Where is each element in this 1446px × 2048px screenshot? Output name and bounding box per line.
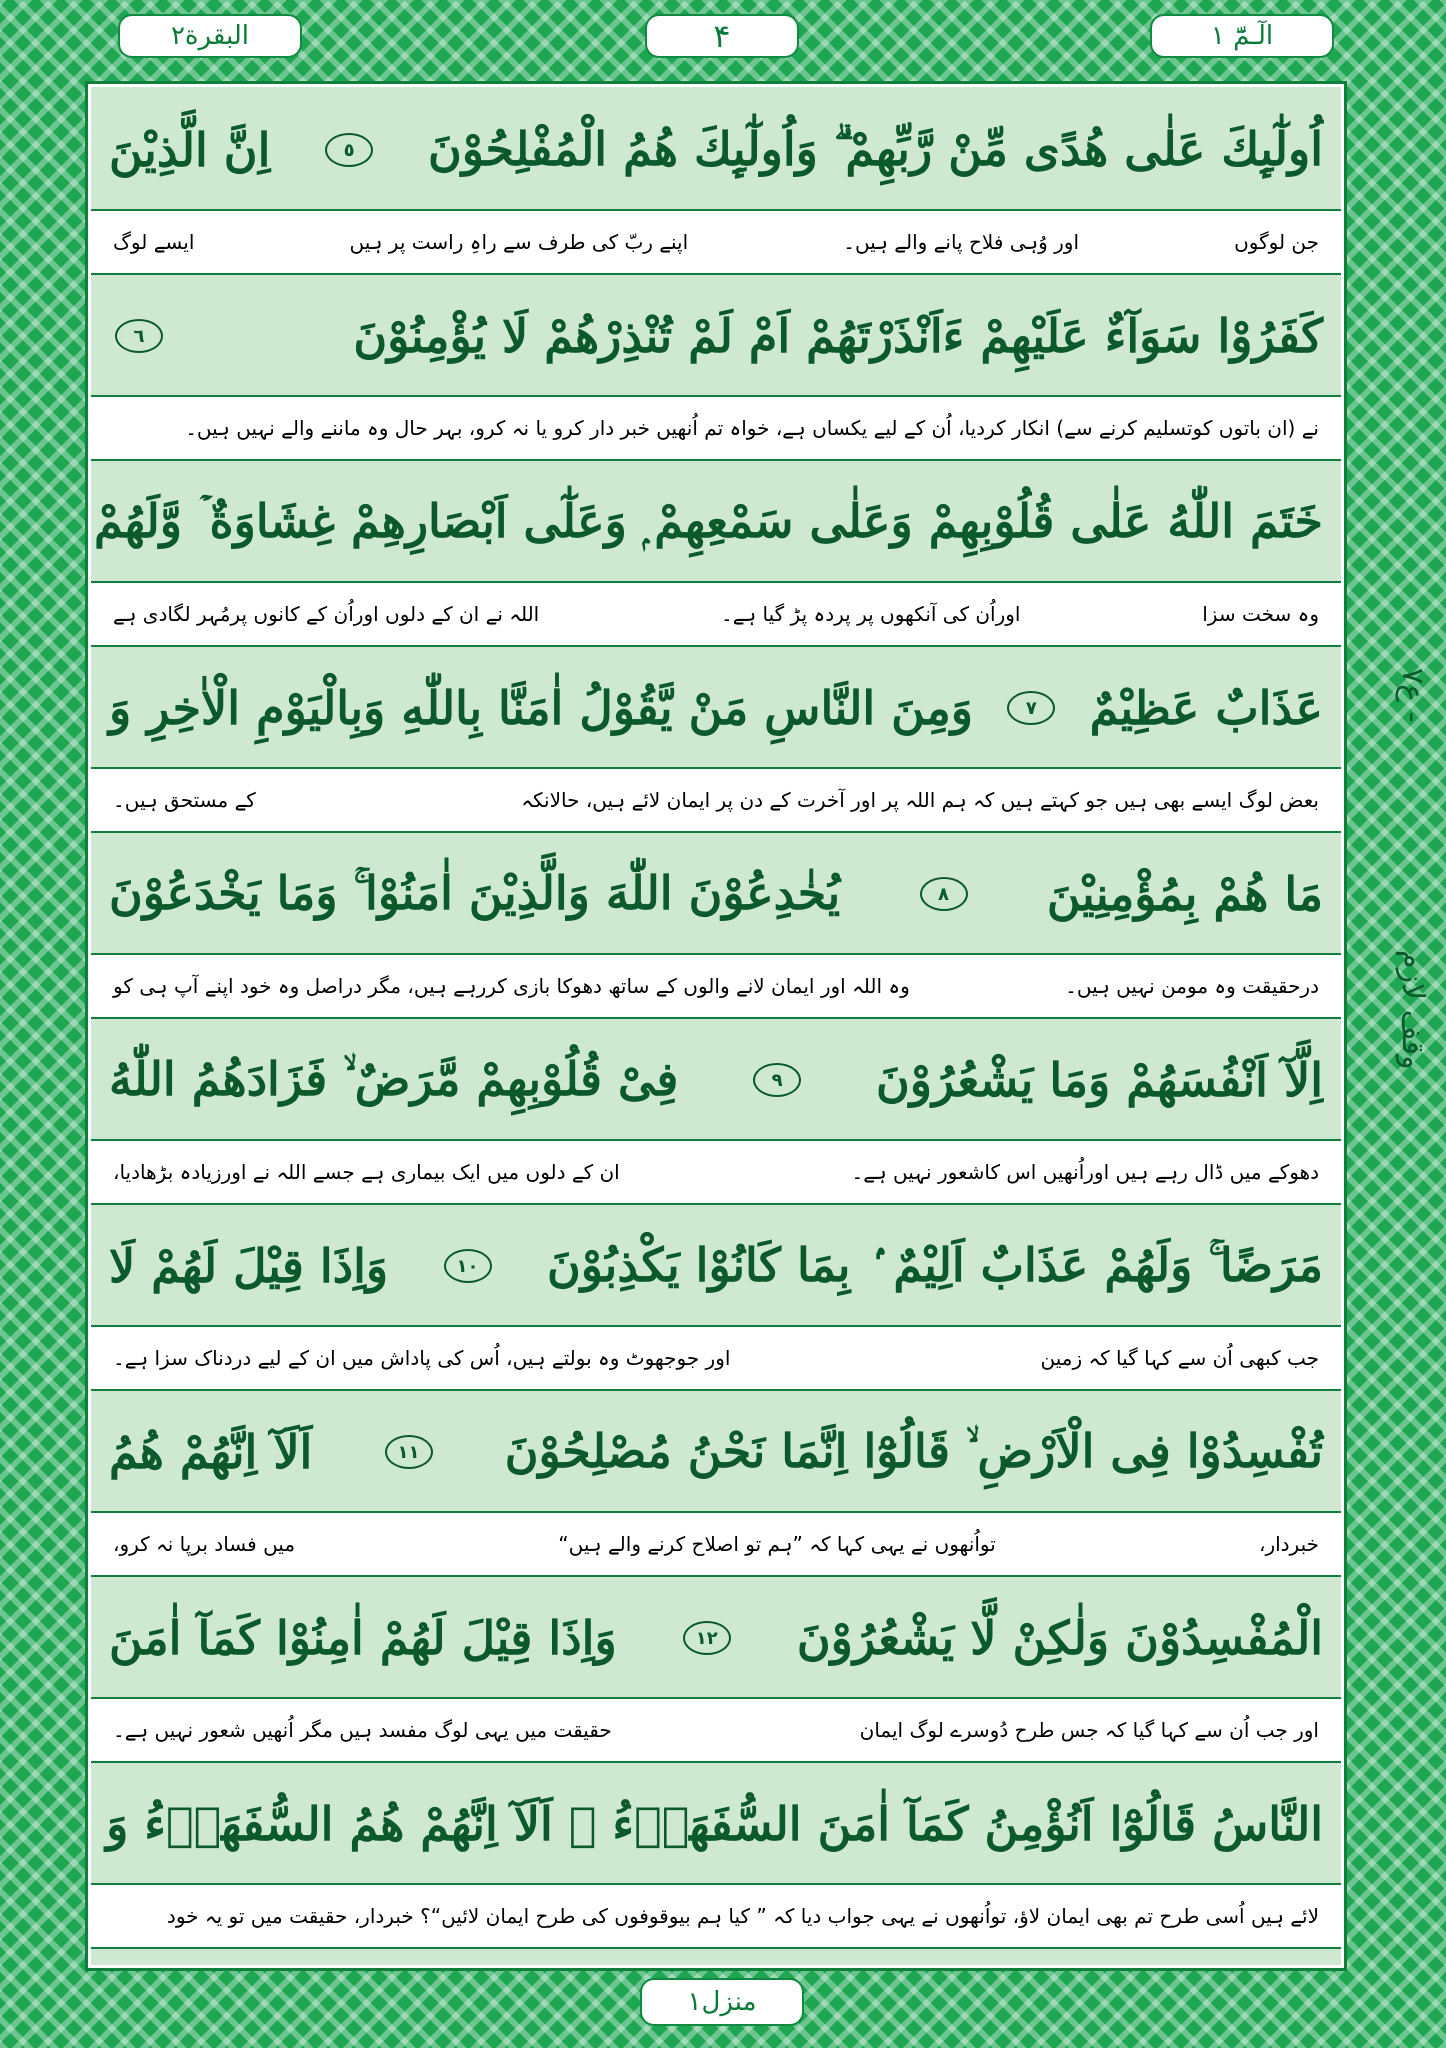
arabic-text: مَرَضًا ۚ وَلَهُمْ عَذَابٌ اَلِيْمٌ ۢ بِمَا كَانُوْا يَكْذِبُوْنَ — [546, 1238, 1323, 1292]
urdu-translation-line — [91, 767, 1341, 833]
surah-name-label — [118, 14, 302, 58]
page-number-label — [645, 14, 799, 58]
arabic-verse-line — [91, 649, 1341, 767]
arabic-text: مَا هُمْ بِمُؤْمِنِيْنَ — [1046, 867, 1323, 921]
arabic-text: الْمُفْسِدُوْنَ وَلٰكِنْ لَّا يَشْعُرُوْنَ — [796, 1611, 1323, 1665]
arabic-text-tail: يُخٰدِعُوْنَ اللّٰهَ وَالَّذِيْنَ اٰمَنُوْا ۚ وَمَا يَخْدَعُوْنَ — [109, 866, 841, 920]
page-number-text: ۴ — [713, 17, 731, 55]
urdu-phrase: جن لوگوں — [1234, 230, 1319, 254]
urdu-phrase: خبردار، — [1258, 1532, 1319, 1556]
urdu-translation-line — [91, 395, 1341, 461]
ayah-number-icon: ٦ — [115, 319, 163, 353]
arabic-text-tail: وَمِنَ النَّاسِ مَنْ يَّقُوْلُ اٰمَنَّا بِاللّٰهِ وَبِالْيَوْمِ الْاٰخِرِ وَ — [109, 681, 974, 735]
arabic-verse-line — [91, 1021, 1341, 1139]
ayah-number-icon: ٥ — [325, 133, 373, 167]
arabic-text-tail: وَاِذَا قِيْلَ لَهُمْ لَا — [109, 1239, 389, 1293]
urdu-phrase: درحقیقت وہ مومن نہیں ہیں۔ — [1065, 974, 1319, 998]
ayah-number-icon: ١٢ — [683, 1621, 731, 1655]
arabic-verse-line — [91, 1207, 1341, 1325]
urdu-phrase: وہ اللہ اور ایمان لانے والوں کے ساتھ دھوکا بازی کررہے ہیں، مگر دراصل وہ خود اپنے آپ ہی کو — [113, 974, 910, 998]
arabic-text: تُفْسِدُوْا فِى الْاَرْضِ ۙ قَالُوْٓا اِنَّمَا نَحْنُ مُصْلِحُوْنَ — [504, 1424, 1323, 1478]
ayah-number-icon: ٩ — [753, 1063, 801, 1097]
urdu-phrase: ایسے لوگ — [113, 230, 195, 254]
ayah-number-icon: ١١ — [385, 1435, 433, 1469]
urdu-phrase: حقیقت میں یہی لوگ مفسد ہیں مگر اُنھیں شعور نہیں ہے۔ — [113, 1718, 612, 1742]
urdu-phrase: بعض لوگ ایسے بھی ہیں جو کہتے ہیں کہ ہم اللہ پر اور آخرت کے دن پر ایمان لائے ہیں، حالانکہ — [521, 788, 1319, 812]
arabic-text-tail: اَلَآ اِنَّهُمْ هُمُ — [109, 1425, 313, 1479]
arabic-verse-line — [91, 835, 1341, 953]
urdu-phrase: کے مستحق ہیں۔ — [113, 788, 256, 812]
arabic-text: كَفَرُوْا سَوَآءٌ عَلَيْهِمْ ءَاَنْذَرْتَهُمْ اَمْ لَمْ تُنْذِرْهُمْ لَا يُؤْمِنُوْنَ — [353, 309, 1323, 363]
urdu-phrase: اوراُن کی آنکھوں پر پردہ پڑ گیا ہے۔ — [721, 602, 1021, 626]
arabic-verse-line — [91, 91, 1341, 209]
arabic-verse-line — [91, 277, 1341, 395]
arabic-verse-line — [91, 1765, 1341, 1883]
ayah-number-icon: ٧ — [1007, 691, 1055, 725]
ayah-number-icon: ١٠ — [444, 1249, 492, 1283]
urdu-translation-line — [91, 953, 1341, 1019]
urdu-translation-line — [91, 1511, 1341, 1577]
urdu-translation-line — [91, 1325, 1341, 1391]
urdu-phrase: جب کبھی اُن سے کہا گیا کہ زمین — [1040, 1346, 1319, 1370]
urdu-phrase: لائے ہیں اُسی طرح تم بھی ایمان لاؤ، تواُنھوں نے یہی جواب دیا کہ ” کیا ہم بیوقوفوں کی طرح ایمان لائیں“؟ خبردار، حقیقت میں تو یہ خود — [166, 1904, 1319, 1928]
surah-name-text: البقرة٢ — [170, 21, 250, 51]
arabic-verse-line — [91, 1579, 1341, 1697]
manzil-text: منزل١ — [687, 1987, 757, 2017]
arabic-text-tail: فِىْ قُلُوْبِهِمْ مَّرَضٌ ۙ فَزَادَهُمُ اللّٰهُ — [109, 1052, 679, 1106]
arabic-text-tail: وَاِذَا قِيْلَ لَهُمْ اٰمِنُوْا كَمَآ اٰمَنَ — [109, 1611, 617, 1665]
urdu-translation-line — [91, 581, 1341, 647]
arabic-text: خَتَمَ اللّٰهُ عَلٰى قُلُوْبِهِمْ وَعَلٰى سَمْعِهِمْ ۭ وَعَلٰٓى اَبْصَارِهِمْ غِشَاوَةٌ ۡ وَّلَهُمْ — [93, 494, 1323, 548]
urdu-translation-line — [91, 1883, 1341, 1949]
para-name-text: الٓـمّٓ ١ — [1210, 21, 1274, 51]
urdu-phrase: نے (ان باتوں کوتسلیم کرنے سے) انکار کردیا، اُن کے لیے یکساں ہے، خواہ تم اُنھیں خبر دار کرو یا نہ کرو، بہر حال وہ ماننے والے نہیں ہیں۔ — [185, 416, 1319, 440]
arabic-text-tail: اِنَّ الَّذِيْنَ — [109, 123, 271, 177]
urdu-phrase: ان کے دلوں میں ایک بیماری ہے جسے اللہ نے اورزیادہ بڑھادیا، — [113, 1160, 620, 1184]
ayah-number-icon: ٨ — [920, 877, 968, 911]
waqf-marker: وقف لازم — [1395, 950, 1430, 1070]
urdu-phrase: اپنے ربّ کی طرف سے راہِ راست پر ہیں — [349, 230, 689, 254]
urdu-phrase: وہ سخت سزا — [1202, 602, 1319, 626]
arabic-verse-line — [91, 463, 1341, 581]
arabic-text: عَذَابٌ عَظِيْمٌ — [1089, 681, 1323, 735]
arabic-text: اُولٰٓىِٕكَ عَلٰى هُدًى مِّنْ رَّبِّهِمْ ۗ وَاُولٰٓىِٕكَ هُمُ الْمُفْلِحُوْنَ — [427, 122, 1323, 176]
para-name-label — [1150, 14, 1334, 58]
urdu-phrase: دھوکے میں ڈال رہے ہیں اوراُنھیں اس کاشعور نہیں ہے۔ — [851, 1160, 1319, 1184]
urdu-phrase: میں فساد برپا نہ کرو، — [113, 1532, 296, 1556]
urdu-translation-line — [91, 1697, 1341, 1763]
ruku-marker: ع٧ - — [1395, 667, 1430, 723]
arabic-text: النَّاسُ قَالُوْٓا اَنُؤْمِنُ كَمَآ اٰمَنَ السُّفَهَاۗءُ ۭ اَلَآ اِنَّهُمْ هُمُ السُّفَهَاۗءُ وَ — [106, 1797, 1323, 1851]
urdu-phrase: اور جوجھوٹ وہ بولتے ہیں، اُس کی پاداش میں ان کے لیے دردناک سزا ہے۔ — [113, 1346, 731, 1370]
arabic-verse-line — [91, 1393, 1341, 1511]
urdu-phrase: تواُنھوں نے یہی کہا کہ ”ہم تو اصلاح کرنے والے ہیں“ — [558, 1532, 996, 1556]
urdu-phrase: اور وُہی فلاح پانے والے ہیں۔ — [843, 230, 1080, 254]
manzil-label — [640, 1978, 804, 2026]
arabic-text: اِلَّآ اَنْفُسَهُمْ وَمَا يَشْعُرُوْنَ — [875, 1053, 1323, 1107]
urdu-translation-line — [91, 1139, 1341, 1205]
urdu-phrase: اور جب اُن سے کہا گیا کہ جس طرح دُوسرے لوگ ایمان — [859, 1718, 1319, 1742]
urdu-translation-line — [91, 209, 1341, 275]
text-frame — [88, 84, 1344, 1968]
urdu-phrase: اللہ نے ان کے دلوں اوراُن کے کانوں پرمُہر لگادی ہے — [113, 602, 540, 626]
